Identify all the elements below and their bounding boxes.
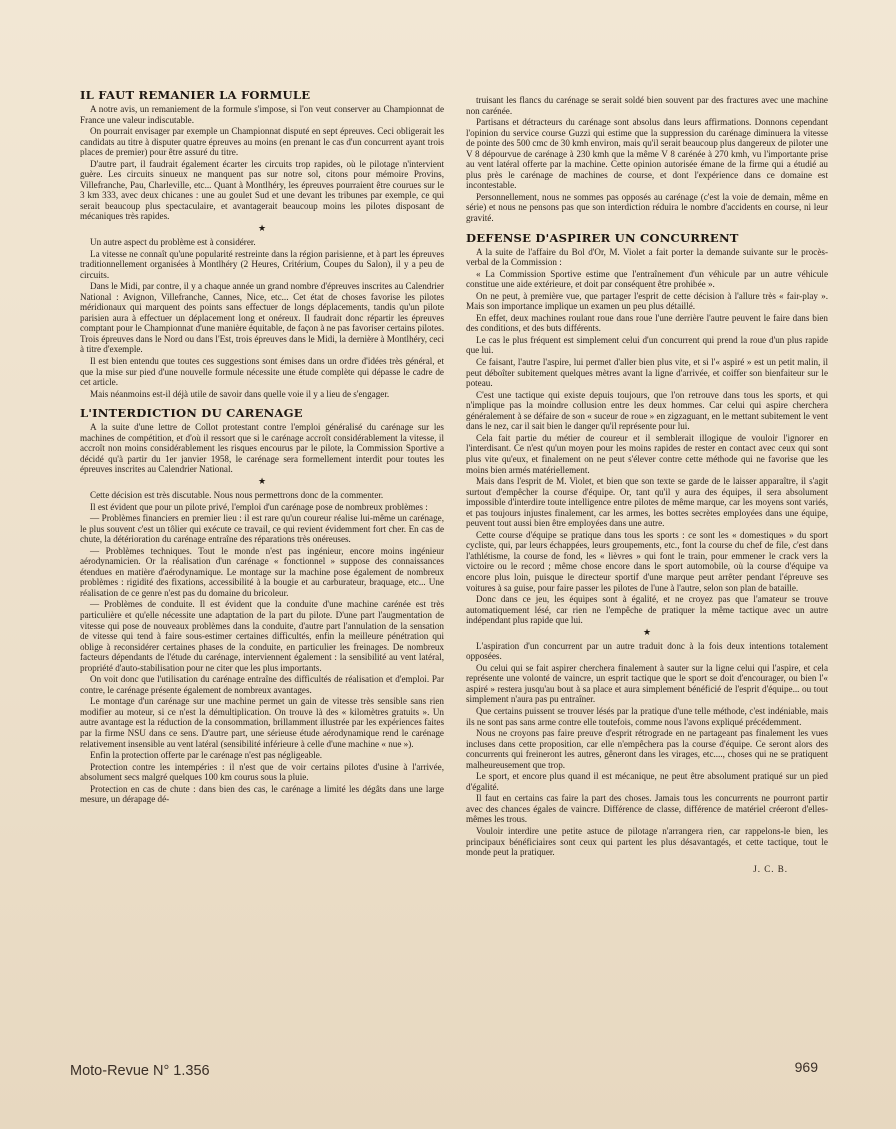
paragraph: D'autre part, il faudrait également écarter les circuits trop rapides, où le pilotage n'intervient guère. Les circuits sinueux ne manquent pas sur notre sol, citons pour mémoire Provins, Villefranche, Pau, Charleville, etc... Quant à Montlhéry, les épreuves pourraient être courues sur le 3 km 333, avec deux chicanes : une au goulet Sud et une devant les tribunes par exemple, ce qui serait beaucoup plus spectaculaire, et avantagerait beaucoup moins les pilotes disposant de mécaniques très rapides.	[80, 158, 444, 222]
paragraph: Mais dans l'esprit de M. Violet, et bien que son texte se garde de le laisser apparaître, il s'agit surtout d'empêcher la course d'équipe. Or, tant qu'il y aura des équipes, il sera absolument impossible d'interdire toute intelligence entre pilotes de même marque, car les moyens sont variés, et pas toujours injustes finalement, car les armes, les bottes secrètes employées dans une équipe, peuvent tout aussi bien être employées dans une autre.	[466, 476, 828, 529]
paragraph: — Problèmes de conduite. Il est évident que la conduite d'une machine carénée est très particulière et qu'elle nécessite une adaptation de la part du pilote. D'une part l'augmentation de vitesse qui pose de nouveaux problèmes dans la conduite, d'autre part l'annulation de la sensation de vitesse qui tend à faire sous-estimer certaines difficultés, enfin la meilleure pénétration qui oblige à reconsidérer certaines phases de la conduite, en particulier les freinages. De nombreux facteurs dépendants de l'étude du carénage, interviennent également : la sensibilité au vent latéral, propriété d'auto-stabilisation pour ne citer que les plus importants.	[80, 599, 444, 673]
paragraph: — Problèmes techniques. Tout le monde n'est pas ingénieur, encore moins ingénieur aérodynamicien. Or la réalisation d'un carénage « fonctionnel » suppose des connaissances étendues en matière d'aérodynamique. Le montage sur la machine pose également de nombreux problèmes : rigidité des fixations, accessibilité à la bougie et au carburateur, braquage, etc... Une réalisation de ce genre n'est pas du domaine du bricoleur.	[80, 545, 444, 598]
paragraph: Ou celui qui se fait aspirer cherchera finalement à sauter sur la ligne celui qui l'aspire, et cela représente une volonté de vaincre, un esprit tactique que le sport se doit d'encourager, ou bien l'« aspiré » restera jusqu'au bout à sa place et aura simplement bénéficié de l'esprit d'équipe... ou tout simplement n'aura pas pu entraîner.	[466, 662, 828, 705]
paragraph: « La Commission Sportive estime que l'entraînement d'un véhicule par un autre véhicule constitue une aide extérieure, et doit par conséquent être prohibée ».	[466, 268, 828, 290]
star-separator: ★	[257, 224, 267, 235]
paragraph: A la suite de l'affaire du Bol d'Or, M. Violet a fait porter la demande suivante sur le procès-verbal de la Commission :	[466, 246, 828, 268]
paragraph: On voit donc que l'utilisation du carénage entraîne des difficultés de réalisation et d'emploi. Par contre, le carénage présente également de nombreux avantages.	[80, 674, 444, 695]
page-number: 969	[794, 1059, 818, 1075]
paragraph: Il faut en certains cas faire la part des choses. Jamais tous les concurrents ne pourront partir avec des chances égales de vaincre. Différence de classe, différence de matériel créeront d'elles-mêmes les trous.	[466, 793, 828, 825]
paragraph: truisant les flancs du carénage se serait soldé bien souvent par des fractures avec une machine non carénée.	[466, 95, 828, 116]
paragraph: Dans le Midi, par contre, il y a chaque année un grand nombre d'épreuves inscrites au Calendrier National : Avignon, Villefranche, Cannes, Nice, etc... Cet état de choses favorise les pilotes méridionaux qui marquent des points sans effectuer de longs déplacements, tandis qu'un pilote parisien aura à effectuer un déplacement long et onéreux. Il faudrait donc répartir les épreuves comptant pour le Championnat d'une manière équitable, de façon à ne pas favoriser certains pilotes. Trois épreuves dans le Nord ou dans l'Est, trois épreuves dans le Midi, la dernière à Montlhéry, ceci à titre d'exemple.	[80, 281, 444, 355]
paragraph: L'aspiration d'un concurrent par un autre traduit donc à la fois deux intentions totalement opposées.	[466, 640, 828, 662]
paragraph: Il est évident que pour un pilote privé, l'emploi d'un carénage pose de nombreux problèmes :	[90, 501, 428, 512]
paragraph: — Problèmes financiers en premier lieu : il est rare qu'un coureur réalise lui-même un carénage, le plus souvent c'est un tôlier qui exécute ce travail, ce qui revient évidemment fort cher. En cas de chute, la détérioration du carénage entraîne des réparations très onéreuses.	[80, 513, 444, 545]
paragraph: Nous ne croyons pas faire preuve d'esprit rétrograde en ne partageant pas finalement les vues incluses dans cette proposition, car elle n'empêchera pas la course d'équipe. Ce seront alors des concurrents qui freineront les autres, gêneront dans les virages, etc...., choses qui ne se pratiquent malheureusement que trop.	[466, 728, 828, 770]
paragraph: Que certains puissent se trouver lésés par la pratique d'une telle méthode, c'est indéniable, mais ils ne sont pas sans arme contre elle toutefois, comme nous l'avons expliqué précédemment.	[466, 705, 828, 727]
paragraph: Cette décision est très discutable. Nous nous permettrons donc de la commenter.	[90, 489, 384, 500]
paragraph: Mais néanmoins est-il déjà utile de savoir dans quelle voie il y a lieu de s'engager.	[90, 388, 390, 399]
paragraph: En effet, deux machines roulant roue dans roue l'une derrière l'autre peuvent le faire dans bien des conditions, et des buts différents.	[466, 312, 828, 334]
paragraph: On ne peut, à première vue, que partager l'esprit de cette décision à l'allure très « fair-play ». Mais son importance implique un examen un peu plus détaillé.	[466, 290, 828, 312]
paragraph: Ce faisant, l'autre l'aspire, lui permet d'aller bien plus vite, et si l'« aspiré » est un petit malin, il peut déboîter subitement quelques mètres avant la ligne d'arrivée, et coiffer son bienfaiteur sur le poteau.	[466, 357, 828, 389]
paragraph: Partisans et détracteurs du carénage sont absolus dans leurs affirmations. Donnons cependant l'opinion du service course Guzzi qui estime que la suppression du carénage diminuera la vitesse de pointe des 500 cmc de 30 kmh environ, mais qu'il serait beaucoup plus dangereux de piloter une V 8 dépourvue de carénage à 230 kmh que la même V 8 carénée à 270 kmh, vu l'importante prise au vent latéral offerte par la machine. Cette opinion autorisée émane de la firme qui a étudié au plus près le carénage de machines de course, et dont l'expérience dans ce domaine est incontestable.	[466, 117, 828, 191]
section-title-formule: IL FAUT REMANIER LA FORMULE	[80, 88, 311, 102]
paragraph: Il est bien entendu que toutes ces suggestions sont émises dans un ordre d'idées très général, et que la mise sur pied d'une nouvelle formule nécessite une étude complète qui dépasse le cadre de cet article.	[80, 356, 444, 388]
paragraph: C'est une tactique qui existe depuis toujours, que l'on retrouve dans tous les sports, et qui n'implique pas la moindre collusion entre les deux hommes. Car celui qui aspire cherchera généralement à se défaire de son « suceur de roue » en zigzaguant, en le mettant subitement le vent dans le nez, car il sait bien le danger qu'il représente pour lui.	[466, 389, 828, 432]
paragraph: Vouloir interdire une petite astuce de pilotage n'arrangera rien, car rappelons-le bien, les principaux bénéficiaires sont ceux qui partent les plus désavantagés, et cette tactique, tout le monde peut la pratiquer.	[466, 826, 828, 858]
paragraph: Le cas le plus fréquent est simplement celui d'un concurrent qui prend la roue d'un plus rapide que lui.	[466, 334, 828, 356]
section-title-carenage: L'INTERDICTION DU CARENAGE	[80, 406, 303, 421]
section-title-aspirer: DEFENSE D'ASPIRER UN CONCURRENT	[466, 230, 739, 245]
paragraph: Protection contre les intempéries : il n'est que de voir certains pilotes d'usine à l'arrivée, absolument secs malgré quelques 100 km courus sous la pluie.	[80, 761, 444, 783]
paragraph: Personnellement, nous ne sommes pas opposés au carénage (c'est la voie de demain, même en série) et nous ne pensons pas que son interdiction réduira le nombre d'accidents en course, ni leur gravité.	[466, 191, 828, 224]
star-separator: ★	[257, 476, 267, 487]
paragraph: Le montage d'un carénage sur une machine permet un gain de vitesse très sensible sans rien modifier au moteur, si ce n'est la démultiplication. On trouve là des « kilomètres gratuits ». Un autre avantage est la réduction de la consommation, brillamment illustrée par les expériences faites par la firme NSU dans ce sens. D'autre part, une sérieuse étude aérodynamique rend le carénage relativement insensible au vent latéral (sensibilité inférieure à celle d'une machine « nue »).	[80, 696, 444, 749]
paragraph: Protection en cas de chute : dans bien des cas, le carénage a limité les dégâts dans une large mesure, un dérapage dé-	[80, 783, 444, 805]
paragraph: On pourrait envisager par exemple un Championnat disputé en sept épreuves. Ceci obligerait les candidats au titre à disputer quatre épreuves au moins (en prenant le cas d'un concurrent ayant trois places de premier) pour être assuré du titre.	[80, 126, 444, 158]
paragraph: A la suite d'une lettre de Collot protestant contre l'emploi généralisé du carénage sur les machines de compétition, et d'où il ressort que si le carénage accroît considérablement la vitesse, il accroît non moins considérablement les risques encourus par le pilote, la Commission Sportive a décidé qu'à partir du 1er janvier 1958, le carénage sera formellement interdit pour toutes les épreuves inscrites au Calendrier National.	[80, 422, 444, 475]
author-signature: J. C. B.	[753, 863, 788, 874]
left-column	[80, 88, 444, 806]
paragraph: Un autre aspect du problème est à considérer.	[90, 237, 256, 248]
magazine-issue: Moto-Revue N° 1.356	[70, 1063, 210, 1079]
paragraph: La vitesse ne connaît qu'une popularité restreinte dans la région parisienne, et à part les épreuves traditionnellement organisées à Montlhéry (2 Heures, Critérium, Coupes du Salon), il y a peu de circuits.	[80, 248, 444, 280]
right-column	[466, 95, 828, 874]
paragraph: Cette course d'équipe se pratique dans tous les sports : ce sont les « domestiques » du sport cycliste, qui, par leurs échappées, leurs groupements, etc., font la course du chef de file, c'est dans l'athlétisme, la course de fond, les « lièvres » qui font le train, pour emmener le crack vers la victoire ou le record ; même chose encore dans le sport automobile, où la course d'équipe va encore plus loin, puisque le directeur sportif d'une marque peut arrêter pendant l'épreuve ses voitures à sa guise, pour faire passer les pilotes de l'une à l'autre, selon son plan de bataille.	[466, 529, 828, 593]
star-separator: ★	[642, 627, 652, 638]
paragraph: Enfin la protection offerte par le carénage n'est pas négligeable.	[90, 750, 323, 761]
paragraph: Donc dans ce jeu, les équipes sont à égalité, et ne croyez pas que l'amateur se trouve automatiquement lésé, car rien ne l'empêche de pratiquer la même tactique avec un autre indépendant plus rapide que lui.	[466, 594, 828, 626]
paragraph: A notre avis, un remaniement de la formule s'impose, si l'on veut conserver au Championnat de France une valeur indiscutable.	[80, 104, 444, 125]
paragraph: Le sport, et encore plus quand il est mécanique, ne peut être absolument pratiqué sur un pied d'égalité.	[466, 771, 828, 792]
paragraph: Cela fait partie du métier de coureur et il semblerait illogique de vouloir l'ignorer en l'interdisant. Ce n'est qu'un moyen pour les moins rapides de rester en contact avec ceux qui sont plus vite qu'eux, et finalement on ne peut s'élever contre cette méthode qui ne favorise que les moins bien armés matériellement.	[466, 432, 828, 475]
